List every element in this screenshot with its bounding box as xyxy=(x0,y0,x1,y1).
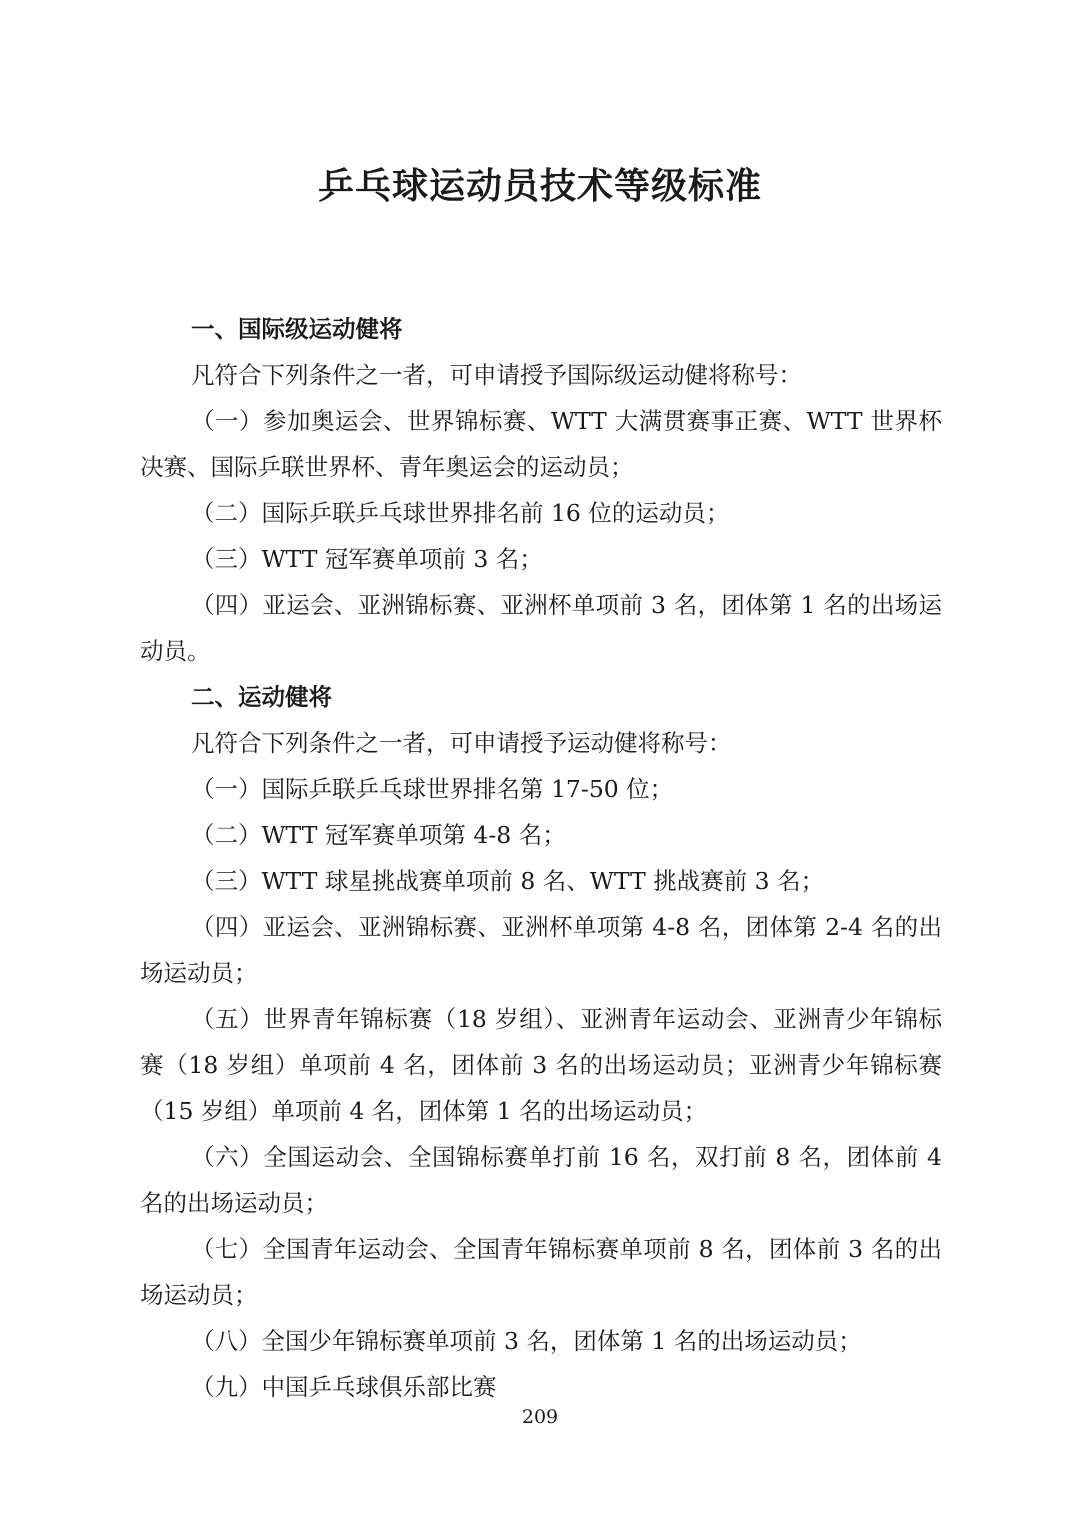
list-item: （四）亚运会、亚洲锦标赛、亚洲杯单项前 3 名，团体第 1 名的出场运动员。 xyxy=(140,591,942,665)
list-item: （九）中国乒乓球俱乐部比赛 xyxy=(191,1373,497,1401)
page-title: 乒乓球运动员技术等级标准 xyxy=(317,166,762,207)
list-item: （二）WTT 冠军赛单项第 4-8 名； xyxy=(191,821,566,849)
list-item: （一）参加奥运会、世界锦标赛、WTT 大满贯赛事正赛、WTT 世界杯决赛、国际乒联世界杯、青年奥运会的运动员； xyxy=(140,407,942,481)
list-item: （七）全国青年运动会、全国青年锦标赛单项前 8 名，团体前 3 名的出场运动员； xyxy=(140,1235,942,1309)
list-item: （三）WTT 球星挑战赛单项前 8 名、WTT 挑战赛前 3 名； xyxy=(191,867,825,895)
list-item: （三）WTT 冠军赛单项前 3 名； xyxy=(191,545,543,573)
section-heading: 一、国际级运动健将 xyxy=(191,315,403,343)
list-item: （五）世界青年锦标赛（18 岁组）、亚洲青年运动会、亚洲青少年锦标赛（18 岁组）单项前 4 名，团体前 3 名的出场运动员；亚洲青少年锦标赛（15 岁组）单项前 4 名，团体第 1 名的出场运动员； xyxy=(140,1005,942,1125)
list-item: （四）亚运会、亚洲锦标赛、亚洲杯单项第 4-8 名，团体第 2-4 名的出场运动员； xyxy=(140,913,942,987)
section-intro: 凡符合下列条件之一者，可申请授予国际级运动健将称号： xyxy=(191,361,802,389)
section-heading: 二、运动健将 xyxy=(191,683,332,711)
list-item: （一）国际乒联乒乓球世界排名第 17-50 位； xyxy=(191,775,674,803)
section-master xyxy=(140,674,942,1410)
list-item: （六）全国运动会、全国锦标赛单打前 16 名，双打前 8 名，团体前 4 名的出场运动员； xyxy=(140,1143,942,1217)
page-number: 209 xyxy=(521,1406,559,1428)
section-international-master xyxy=(140,306,942,674)
list-item: （二）国际乒联乒乓球世界排名前 16 位的运动员； xyxy=(191,499,730,527)
section-intro: 凡符合下列条件之一者，可申请授予运动健将称号： xyxy=(191,729,732,757)
document-body xyxy=(140,306,942,1410)
list-item: （八）全国少年锦标赛单项前 3 名，团体第 1 名的出场运动员； xyxy=(191,1327,862,1355)
